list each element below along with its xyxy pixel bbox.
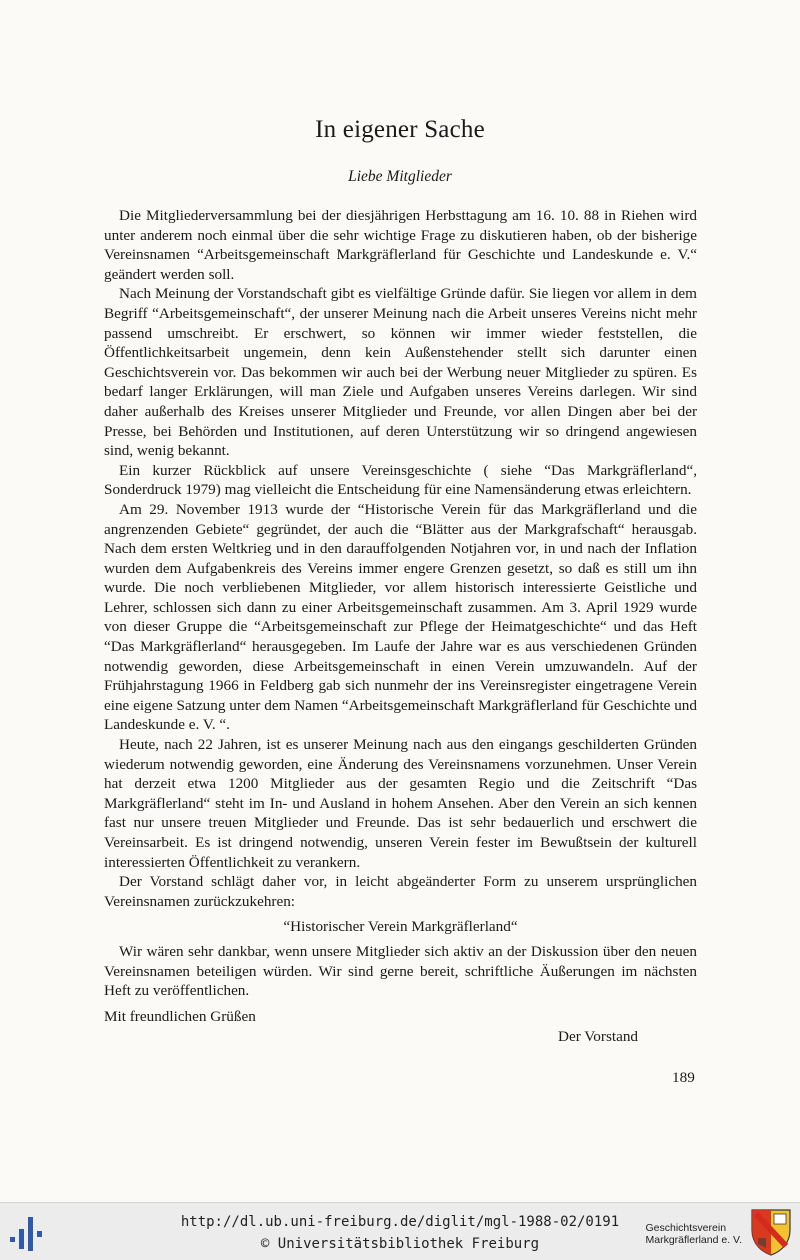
proposed-name: “Historischer Verein Markgräflerland“ bbox=[283, 918, 518, 936]
page-number: 189 bbox=[672, 1069, 695, 1086]
paragraph: Heute, nach 22 Jahren, ist es unserer Meinung nach aus den eingangs geschilderten Gründen wiederum notwendig geworden, eine Änderung des Vereinsnamens vorzunehmen. Unser Verein hat derzeit etwa 1200 Mitglieder aus der gesamten Regio und die Zeitschrift “Das Markgräflerland“ steht im In- und Ausland in hohem Ansehen. Aber den Verein an sich kennen fast nur unsere treuen Mitglieder und Freunde. Das ist sehr bedauerlich und erschwert die Vereinsarbeit. Es ist dringend notwendig, unseren Verein fester im Bewußtsein der kulturell interessierten Öffentlichkeit zu verankern. bbox=[104, 736, 697, 871]
source-url-link[interactable]: http://dl.ub.uni-freiburg.de/diglit/mgl-1988-02/0191 bbox=[180, 1214, 620, 1230]
closing-greeting: Mit freundlichen Grüßen bbox=[104, 1007, 256, 1025]
paragraph: Die Mitgliederversammlung bei der diesjährigen Herbsttagung am 16. 10. 88 in Riehen wird unter anderem noch einmal über die sehr wichtige Frage zu diskutieren haben, ob der bisherige Vereinsnamen “Arbeitsgemeinschaft Markgräflerland für Geschichte und Landeskunde e. V.“ geändert werden soll. bbox=[104, 207, 697, 283]
copyright-notice: © Universitätsbibliothek Freiburg bbox=[260, 1236, 540, 1252]
paragraph: Am 29. November 1913 wurde der “Historische Verein für das Markgräflerland und die angrenzenden Gebiete“ gegründet, der auch die “Blätter aus der Markgrafschaft“ herausgab. Nach dem ersten Weltkrieg und in den darauffolgenden Notjahren vor, in und nach der Inflation wurden dem Aufgabenkreis des Vereins immer engere Grenzen gesetzt, so daß es still um ihn wurde. Die noch verbliebenen Mitglieder, vor allem historisch interessierte Geistliche und Lehrer, schlossen sich dann zu einer Arbeitsgemeinschaft zusammen. Am 3. April 1929 wurde von dieser Gruppe die “Arbeitsgemeinschaft zur Pflege der Heimatgeschichte“ und das Heft “Das Markgräflerland“ herausgegeben. Im Laufe der Jahre war es aus verschiedenen Gründen notwendig geworden, diese Arbeitsgemeinschaft in einen Verein umzuwandeln. Auf der Frühjahrstagung 1966 in Feldberg gab sich nunmehr der ins Vereinsregister eingetragene Verein eine eigene Satzung unter dem Namen “Arbeitsgemeinschaft Markgräflerland für Geschichte und Landeskunde e. V. “. bbox=[104, 500, 697, 734]
association-name-line: Geschichtsverein bbox=[645, 1222, 727, 1234]
salutation: Liebe Mitglieder bbox=[348, 168, 452, 185]
paragraph: Ein kurzer Rückblick auf unsere Vereinsgeschichte ( siehe “Das Markgräflerland“, Sonderdruck 1979) mag vielleicht die Entscheidung für eine Namensänderung etwas erleichtern. bbox=[104, 461, 697, 499]
article-body bbox=[104, 206, 697, 1026]
paragraph: Der Vorstand schlägt daher vor, in leicht abgeänderter Form zu unserem ursprünglichen Vereinsnamen zurückzukehren: bbox=[104, 873, 697, 910]
paragraph: Nach Meinung der Vorstandschaft gibt es vielfältige Gründe dafür. Sie liegen vor allem in dem Begriff “Arbeitsgemeinschaft“, der unserer Meinung nach die Arbeit unseres Vereins nicht mehr passend umschreibt. Er erschwert, so können wir immer wieder feststellen, die Öffentlichkeitsarbeit ungemein, denn kein Außenstehender stellt sich darunter einen Geschichtsverein vor. Das bekommen wir auch bei der Werbung neuer Mitglieder zu spüren. Es bedarf langer Erklärungen, will man Ziele und Aufgaben unseres Vereins darlegen. Wir sind daher außerhalb des Kreises unserer Mitglieder und Freunde, vor allen Dingen aber bei der Presse, bei Behörden und Institutionen, auf deren Unterstützung wir so dringend angewiesen sind, wenig bekannt. bbox=[104, 285, 697, 460]
footer-bar bbox=[0, 1202, 800, 1260]
signature: Der Vorstand bbox=[558, 1028, 639, 1045]
association-name bbox=[646, 1222, 743, 1246]
association-name-line: Markgräflerland e. V. bbox=[645, 1234, 742, 1246]
paragraph: Wir wären sehr dankbar, wenn unsere Mitglieder sich aktiv an der Diskussion über den neuen Vereinsnamen beteiligen würden. Wir sind gerne bereit, schriftliche Äußerungen im nächsten Heft zu veröffentlichen. bbox=[104, 942, 697, 1000]
page-title: In eigener Sache bbox=[315, 116, 485, 143]
coat-of-arms-icon[interactable] bbox=[750, 1208, 792, 1256]
